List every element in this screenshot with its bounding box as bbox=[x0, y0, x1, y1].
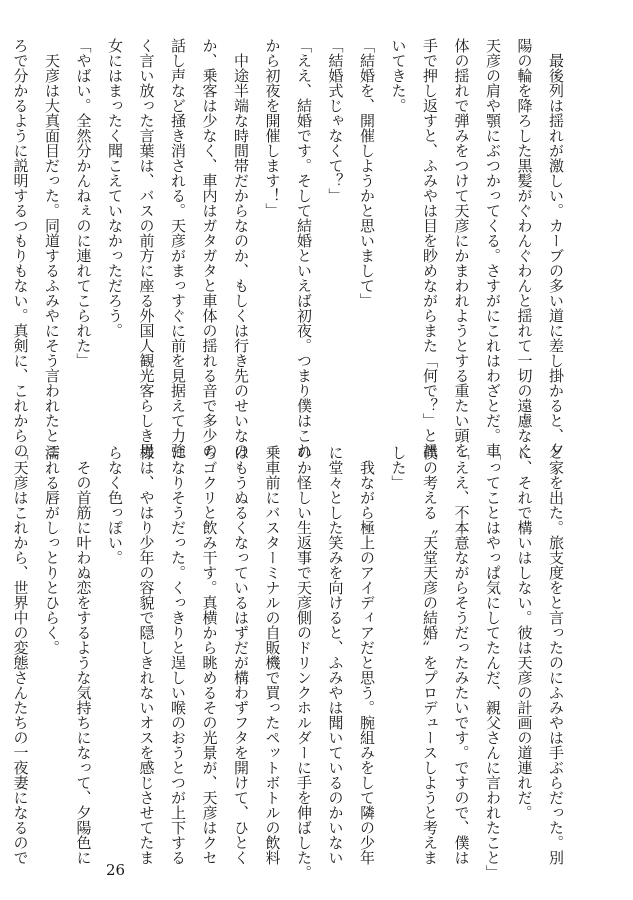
text-line: らなく色っぽい。 bbox=[106, 445, 124, 565]
text-line: か、乗客は少なく、車内はガタガタと車体の揺れる音で多少の bbox=[200, 38, 219, 458]
text-line: から初夜を開催します！」 bbox=[263, 38, 282, 218]
text-line: 「ってことはやっぱ気にしてたんだ、親父さんに言われたこと」 bbox=[484, 445, 502, 880]
text-line: 天彦は大真面目だった。同道するふみやにそう言われたとこ bbox=[43, 38, 61, 458]
text-line: 陽の輪を降ろした黒髪がぐわんぐわんと揺れて一切の遠慮なく bbox=[515, 38, 534, 458]
text-line: 「結婚式じゃなくて？」 bbox=[326, 38, 345, 203]
text-line: 話し声など掻き消される。天彦がまっすぐに前を見据えて力強 bbox=[169, 38, 187, 458]
text-line: 最後列は揺れが激しい。カーブの多い道に差し掛かると、夕 bbox=[547, 38, 565, 458]
text-line: 様は、やはり少年の容貌で隠しきれないオスを感じさせてたま bbox=[137, 445, 156, 865]
text-line: その首筋に叶わぬ恋をするような気持ちになって、夕陽色に bbox=[74, 445, 93, 865]
page-number: 26 bbox=[106, 861, 126, 879]
text-line: 中途半端な時間帯だからなのか、もしくは行き先のせいなの bbox=[232, 38, 250, 458]
text-line: 乗車前にバスターミナルの自販機で買ったペットボトルの飲料 bbox=[263, 445, 282, 865]
text-line: 天彦の肩や顎にぶつかってくる。さすがにこれはわざとだ。車 bbox=[484, 38, 502, 458]
text-line: 女にはまったく聞こえていなかっただろう。 bbox=[106, 38, 124, 338]
text-line: 体の揺れで弾みをつけて天彦にかまわれようとする重たい頭を bbox=[452, 38, 471, 458]
text-line: 濡れる唇がしっとりとひらく。 bbox=[43, 445, 61, 655]
text-line: 我ながら極上のアイディアだと思う。腕組みをして隣の少年 bbox=[358, 445, 376, 865]
text-line: く言い放った言葉は、バスの前方に座る外国人観光客らしき男 bbox=[137, 38, 156, 458]
text-line: いてきた。 bbox=[389, 38, 408, 113]
text-line: 「ええ、結婚です。そして結婚といえば初夜。つまり僕はこれ bbox=[295, 38, 313, 458]
upper-text-block bbox=[11, 38, 571, 458]
text-line: に堂々とした笑みを向けると、ふみやは聞いているのかいない bbox=[326, 445, 345, 865]
text-line: になりそうだった。くっきりと逞しい喉のおうとつが上下する bbox=[169, 445, 187, 865]
text-line: に、それで構いはしない。彼は天彦の計画の道連れだ。 bbox=[515, 445, 534, 820]
text-line: 「やばい。全然分かんねぇのに連れてこられた」 bbox=[74, 38, 93, 368]
text-line: 「結婚を、開催しようかと思いまして」 bbox=[358, 38, 376, 308]
text-line: ちゴクリと飲み干す。真横から眺めるその光景が、天彦はクセ bbox=[200, 445, 219, 865]
text-line: はもうぬるくなっているはずだが構わずフタを開けて、ひとく bbox=[232, 445, 250, 865]
text-line: 「天彦はこれから、世界中の変態さんたちの一夜妻になるので bbox=[11, 445, 30, 865]
text-line: のか怪しい生返事で天彦側のドリンクホルダーに手を伸ばした。 bbox=[295, 445, 313, 880]
text-line: 僕の考える〝天堂天彦の結婚〟をプロデュースしようと考えま bbox=[421, 445, 439, 865]
text-line: 「ええ、不本意ながらそうだったみたいです。ですので、僕は bbox=[452, 445, 471, 865]
text-line: した」 bbox=[389, 445, 408, 490]
text-line: 手で押し返すと、ふみやは目を眇めながらまた「何で？」と訊 bbox=[421, 38, 439, 458]
text-line: ろで分かるように説明するつもりもない。真剣に、これからの bbox=[11, 38, 30, 458]
text-line: と家を出た。旅支度をと言ったのにふみやは手ぶらだった。別 bbox=[547, 445, 565, 865]
